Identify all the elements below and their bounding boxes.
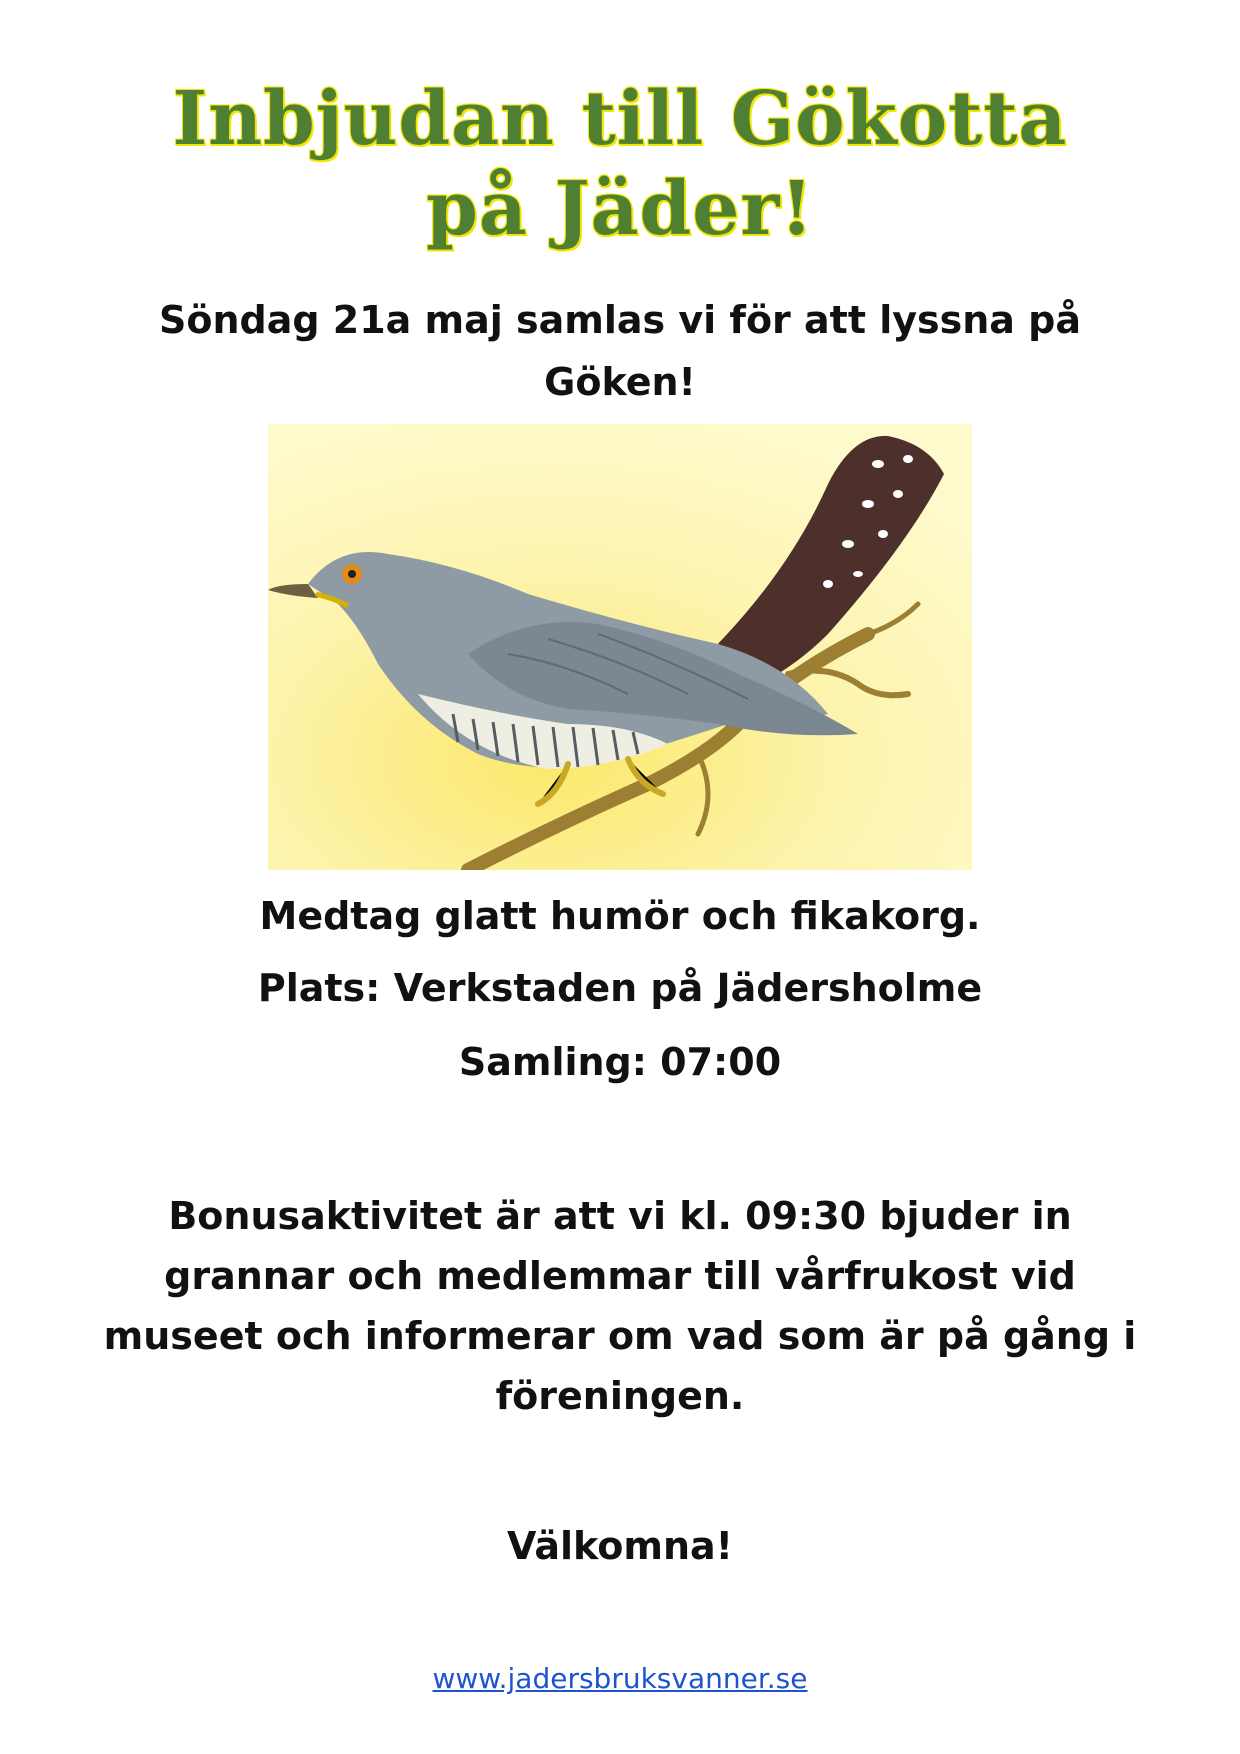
website-link[interactable]: www.jadersbruksvanner.se — [432, 1662, 808, 1695]
place-text: Plats: Verkstaden på Jädersholme — [257, 966, 983, 1010]
intro-line-1: Söndag 21a maj samlas vi för att lyssna på — [158, 298, 1082, 342]
title-line-2: på Jäder! — [426, 166, 814, 252]
welcome-text: Välkomna! — [507, 1524, 733, 1568]
bonus-line-2: grannar och medlemmar till vårfrukost vid — [164, 1254, 1076, 1298]
title-line-1: Inbjudan till Gökotta — [172, 76, 1068, 162]
bring-text: Medtag glatt humör och fikakorg. — [259, 894, 981, 938]
intro-line-2: Göken! — [544, 360, 696, 404]
cuckoo-illustration — [268, 424, 972, 870]
gathering-time: Samling: 07:00 — [458, 1040, 782, 1084]
bonus-line-1: Bonusaktivitet är att vi kl. 09:30 bjuder in — [168, 1194, 1072, 1238]
bonus-line-4: föreningen. — [495, 1374, 745, 1418]
bonus-line-3: museet och informerar om vad som är på gång i — [103, 1314, 1137, 1358]
